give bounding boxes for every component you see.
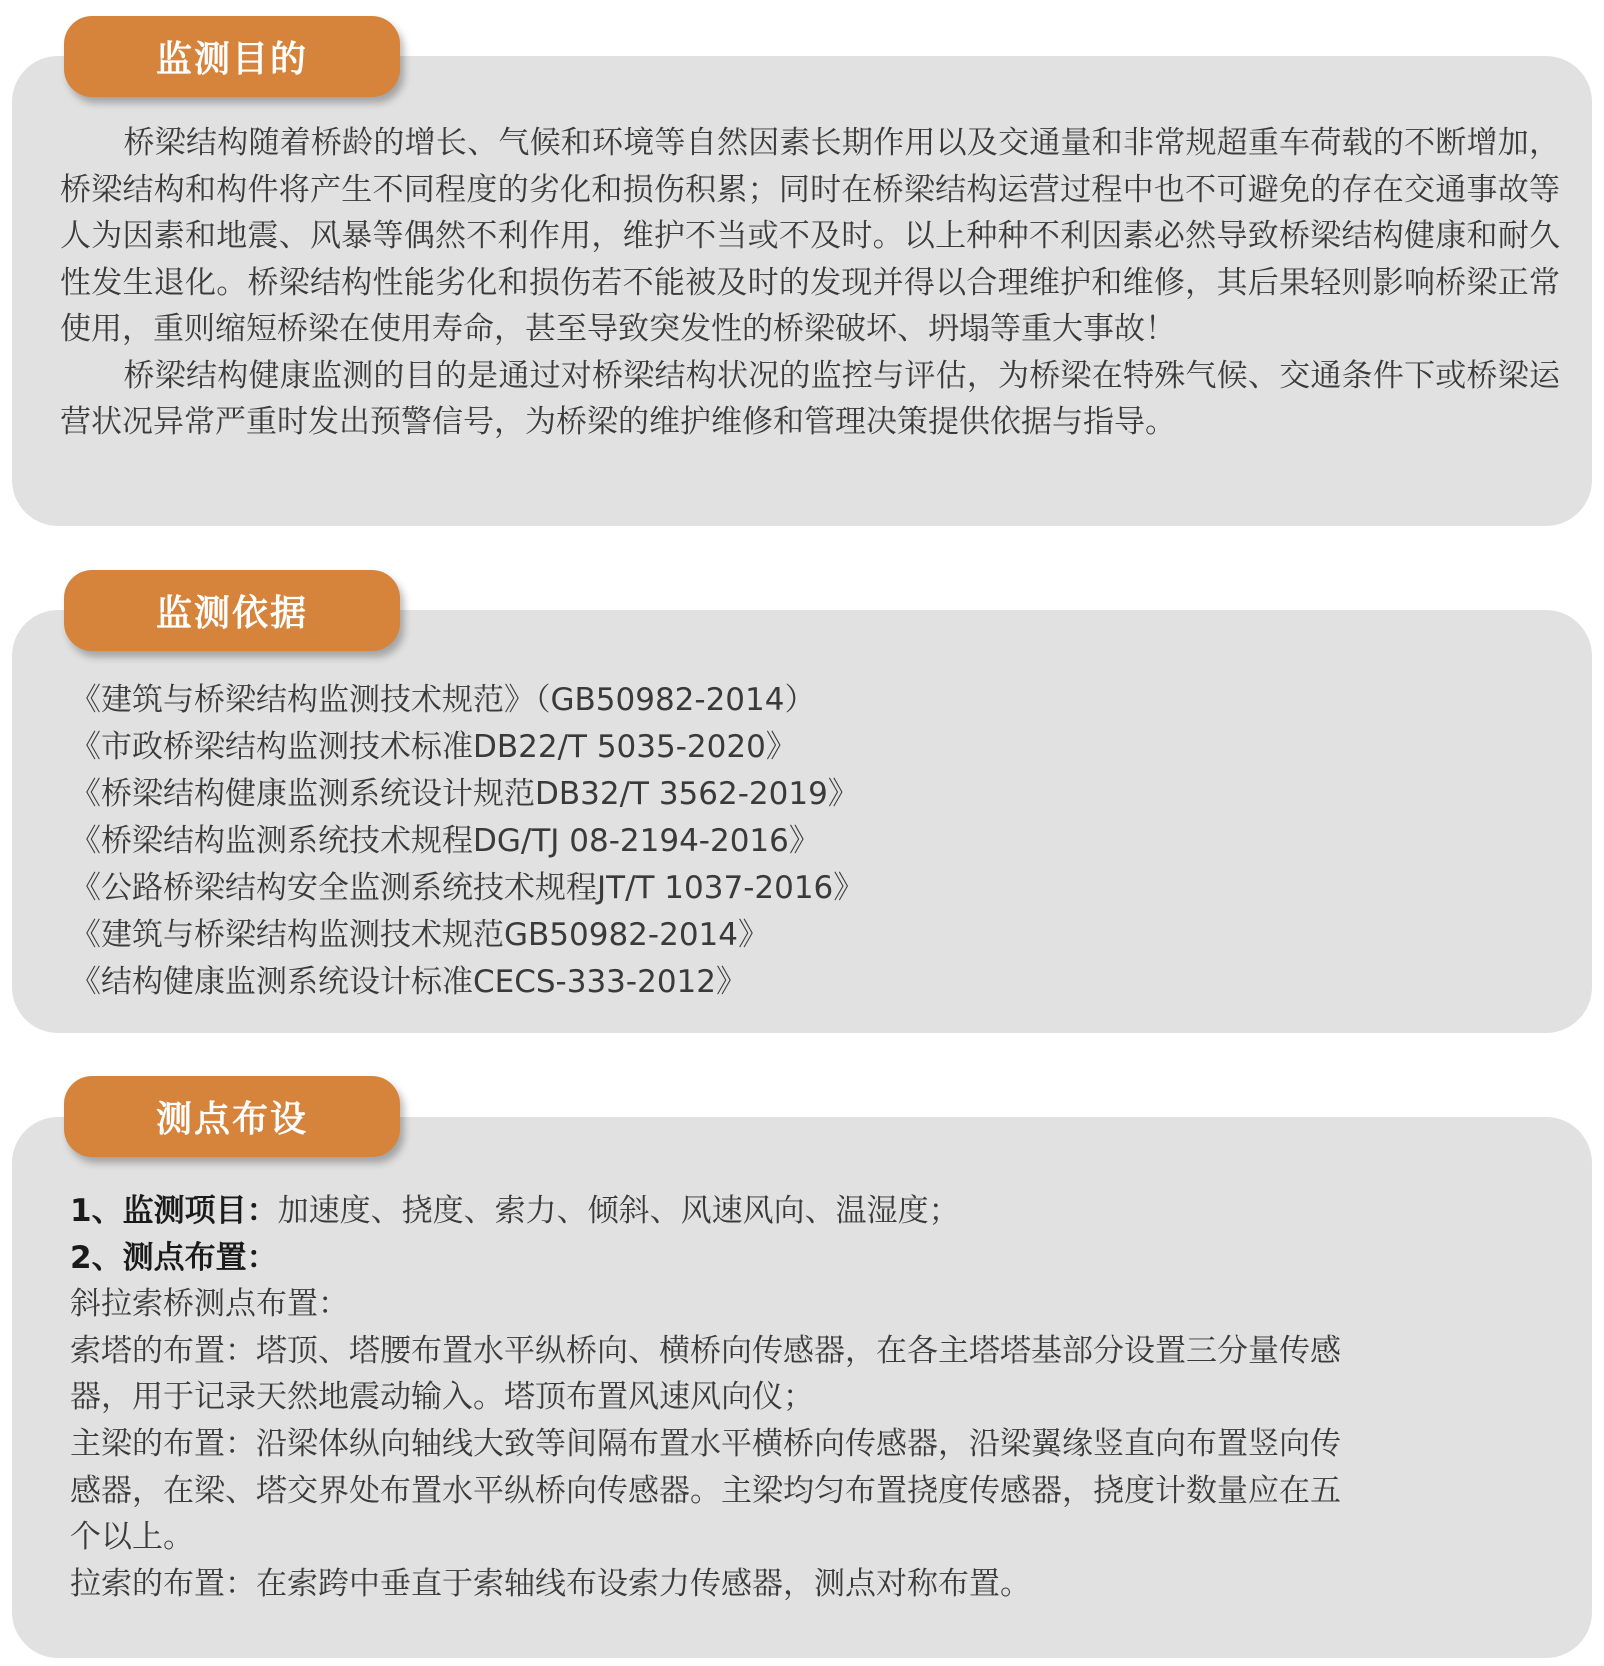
standard-item: 《结构健康监测系统设计标准CECS-333-2012》: [70, 964, 747, 1000]
tower-layout-line: 索塔的布置：塔顶、塔腰布置水平纵桥向、横桥向传感器，在各主塔塔基部分设置三分量传感: [70, 1332, 1341, 1369]
purpose-paragraph-2: 桥梁结构健康监测的目的是通过对桥梁结构状况的监控与评估，为桥梁在特殊气候、交通条件下或桥梁运营状况异常严重时发出预警信号，为桥梁的维护维修和管理决策提供依据与指导。: [60, 357, 1560, 440]
monitoring-items-value: 加速度、挠度、索力、倾斜、风速风向、温湿度；: [277, 1193, 960, 1229]
girder-layout-line: 个以上。: [70, 1519, 194, 1556]
standard-item: 《市政桥梁结构监测技术标准DB22/T 5035-2020》: [70, 729, 797, 765]
points-header-tag: [64, 1076, 400, 1157]
standard-item: 《公路桥梁结构安全监测系统技术规程JT/T 1037-2016》: [70, 870, 865, 906]
girder-layout-line: 主梁的布置：沿梁体纵向轴线大致等间隔布置水平横桥向传感器，沿梁翼缘竖直向布置竖向传: [70, 1425, 1341, 1462]
layout-label: 2、测点布置：: [70, 1239, 278, 1276]
points-title: 测点布设: [155, 1099, 308, 1140]
standard-item: 《建筑与桥梁结构监测技术规范》（GB50982-2014）: [70, 682, 816, 718]
purpose-paragraph-1: 桥梁结构随着桥龄的增长、气候和环境等自然因素长期作用以及交通量和非常规超重车荷载的不断增加，桥梁结构和构件将产生不同程度的劣化和损伤积累；同时在桥梁结构运营过程中也不可避免的存在交通事故等人为因素和地震、风暴等偶然不利作用，维护不当或不及时。以上种种不利因素必然导致桥梁结构健康和耐久性发生退化。桥梁结构性能劣化和损伤若不能被及时的发现并得以合理维护和维修，其后果轻则影响桥梁正常使用，重则缩短桥梁在使用寿命，甚至导致突发性的桥梁破坏、坍塌等重大事故！: [60, 125, 1560, 347]
tower-layout-line: 器，用于记录天然地震动输入。塔顶布置风速风向仪；: [70, 1379, 814, 1416]
basis-standards-list: [70, 677, 864, 1006]
basis-title: 监测依据: [155, 593, 308, 634]
standard-item: 《桥梁结构监测系统技术规程DG/TJ 08-2194-2016》: [70, 823, 820, 859]
monitoring-items-row: [70, 1188, 1510, 1235]
points-content: [70, 1188, 1510, 1607]
purpose-text: [60, 120, 1560, 446]
layout-label-row: [70, 1235, 1510, 1282]
purpose-title: 监测目的: [155, 39, 308, 80]
cable-layout-line: 拉索的布置：在索跨中垂直于索轴线布设索力传感器，测点对称布置。: [70, 1565, 1031, 1602]
girder-layout-line: 感器，在梁、塔交界处布置水平纵桥向传感器。主梁均匀布置挠度传感器，挠度计数量应在五: [70, 1472, 1341, 1509]
standard-item: 《桥梁结构健康监测系统设计规范DB32/T 3562-2019》: [70, 776, 859, 812]
purpose-header-tag: [64, 16, 400, 97]
cable-stayed-subtitle: 斜拉索桥测点布置：: [70, 1286, 349, 1323]
standard-item: 《建筑与桥梁结构监测技术规范GB50982-2014》: [70, 917, 769, 953]
monitoring-items-label: 1、监测项目：: [70, 1193, 278, 1229]
basis-header-tag: [64, 570, 400, 651]
